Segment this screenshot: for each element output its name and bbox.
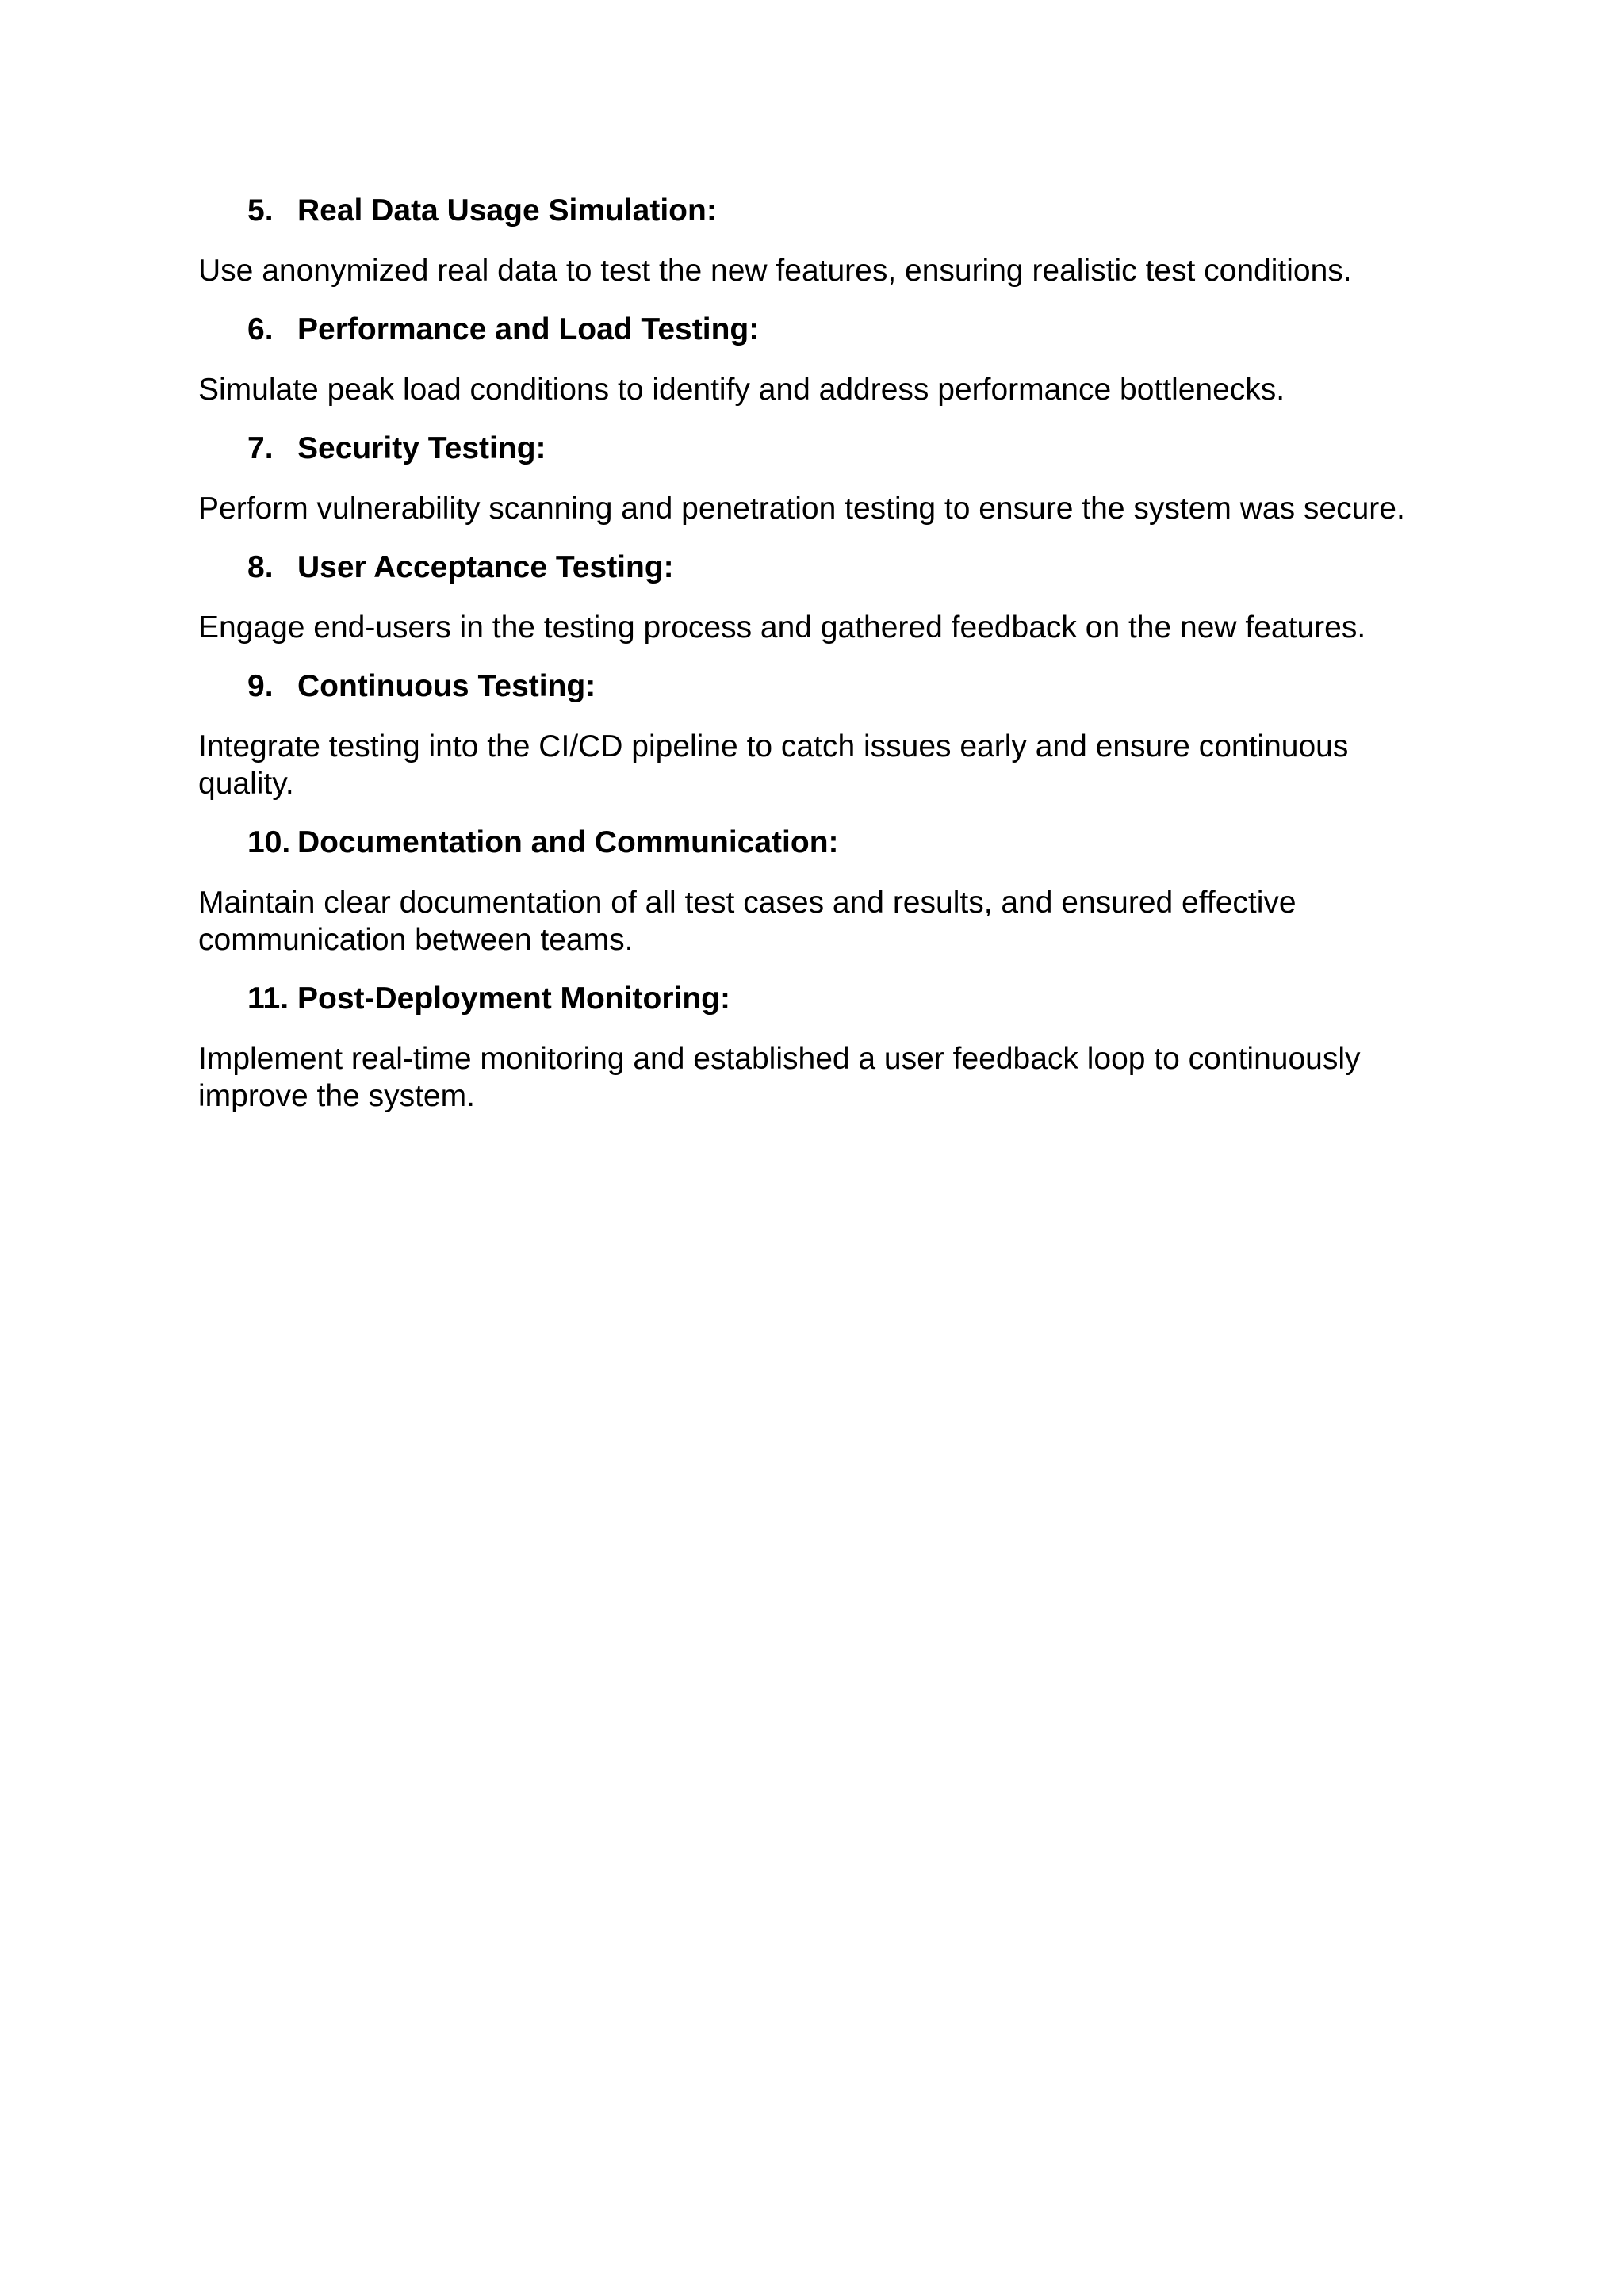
list-item-title: Real Data Usage Simulation: <box>297 193 717 228</box>
list-item-heading <box>247 430 1435 467</box>
list-item-body: Use anonymized real data to test the new features, ensuring realistic test conditions. <box>198 254 1352 288</box>
list-item-heading <box>247 981 1435 1017</box>
list-item-number: 7. <box>247 431 274 465</box>
list-item-title: Security Testing: <box>297 431 546 465</box>
list-item-heading <box>247 825 1435 861</box>
list-item-number: 5. <box>247 193 274 228</box>
list-item-title: User Acceptance Testing: <box>297 550 674 584</box>
list-item-title: Performance and Load Testing: <box>297 312 760 346</box>
list-item-body: Maintain clear documentation of all test cases and results, and ensured effective communication between teams. <box>198 886 1297 957</box>
list-item-title: Post-Deployment Monitoring: <box>297 982 730 1016</box>
list-item-number: 11. <box>247 982 289 1016</box>
list-item-body: Perform vulnerability scanning and penetration testing to ensure the system was secure. <box>198 492 1405 526</box>
list-item-body: Simulate peak load conditions to identify and address performance bottlenecks. <box>198 373 1285 407</box>
list-item-heading <box>247 549 1435 586</box>
list-item-title: Documentation and Communication: <box>297 825 839 859</box>
list-item-body: Engage end-users in the testing process and gathered feedback on the new features. <box>198 610 1366 645</box>
list-item-body: Integrate testing into the CI/CD pipeline to catch issues early and ensure continuous quality. <box>198 729 1349 801</box>
list-item-number: 9. <box>247 669 274 703</box>
document-content <box>198 193 1435 1137</box>
list-item-heading <box>247 193 1435 229</box>
list-item-heading <box>247 312 1435 348</box>
list-item-number: 8. <box>247 550 274 584</box>
list-item-title: Continuous Testing: <box>297 669 596 703</box>
list-item-heading <box>247 668 1435 705</box>
list-item-number: 10. <box>247 825 291 859</box>
list-item-body: Implement real-time monitoring and established a user feedback loop to continuously improve the system. <box>198 1042 1361 1113</box>
list-item-number: 6. <box>247 312 274 346</box>
